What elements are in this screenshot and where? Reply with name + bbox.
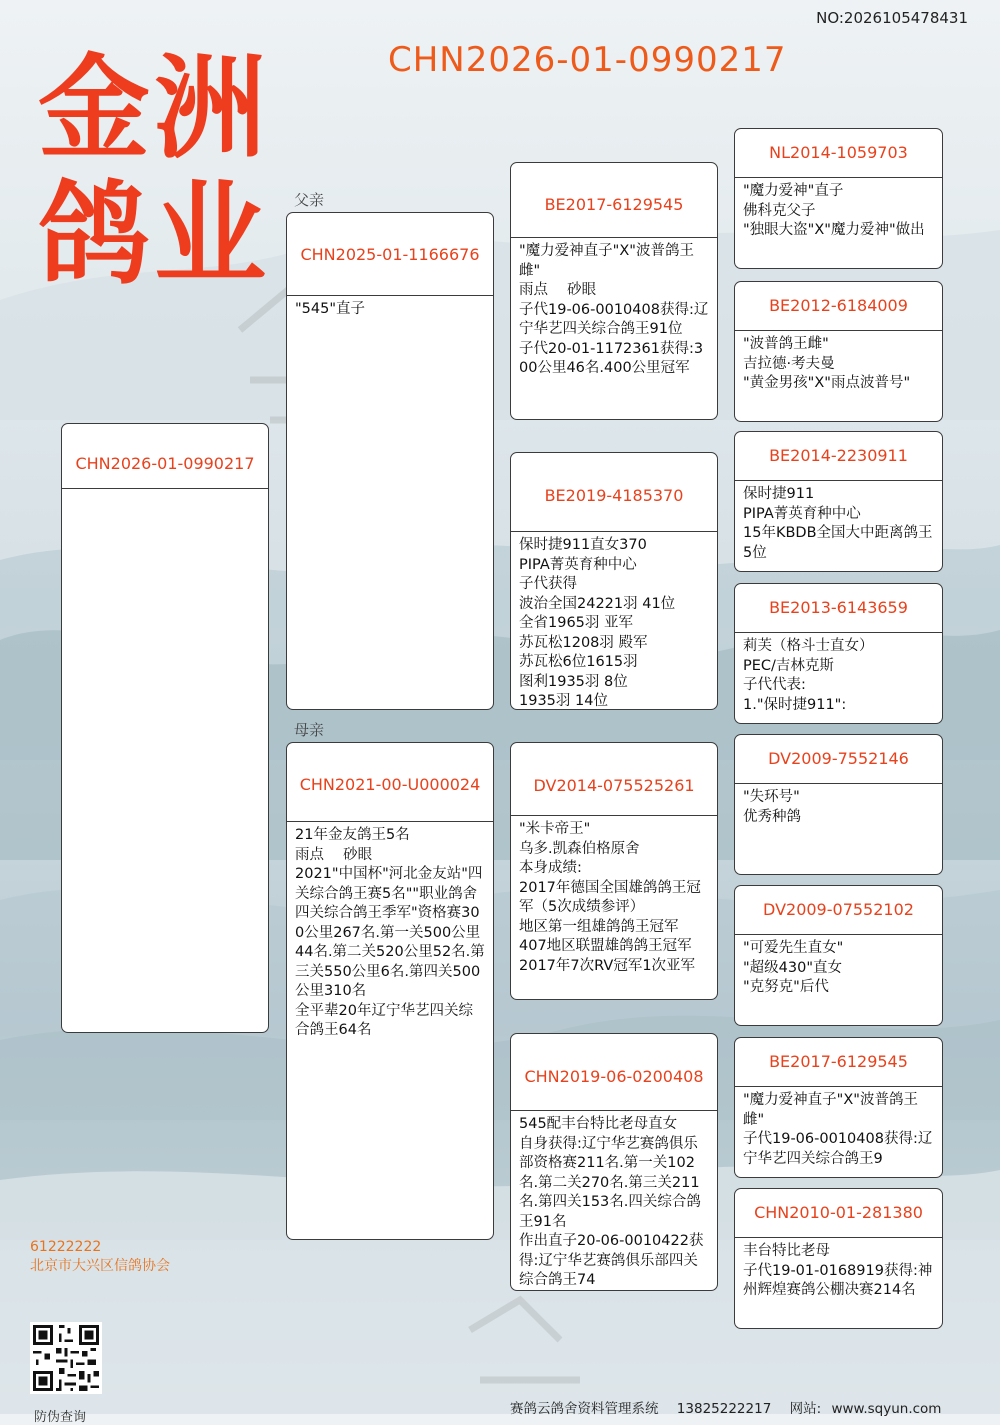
note-line: 2017年7次RV冠军1次亚军 bbox=[519, 957, 696, 974]
subject-notes bbox=[62, 489, 268, 493]
footer-site-label: 网站: bbox=[789, 1401, 822, 1417]
mm-notes bbox=[511, 1111, 717, 1291]
note-line: "黄金男孩"X"雨点波普号" bbox=[743, 375, 911, 391]
note-line: 子代代表: bbox=[743, 677, 806, 693]
association-phone: 61222222 bbox=[30, 1239, 102, 1255]
note-line: 全省1965羽 亚军 bbox=[519, 615, 634, 631]
document-number: NO:2026105478431 bbox=[816, 9, 968, 27]
note-line: "超级430"直女 bbox=[743, 959, 843, 976]
gen4-ring: CHN2010-01-281380 bbox=[735, 1189, 942, 1238]
note-line: 优秀种鸽 bbox=[743, 808, 801, 825]
father-card[interactable] bbox=[286, 212, 494, 710]
gen4-notes bbox=[735, 1238, 942, 1301]
note-line: 地区第一组雄鸽鸽王冠军 bbox=[519, 918, 679, 935]
note-line: 莉芙（格斗士直女） bbox=[743, 638, 874, 654]
qr-caption: 防伪查询 bbox=[34, 1410, 87, 1425]
note-line: 苏瓦松1208羽 殿军 bbox=[519, 634, 648, 651]
gen4-ring: BE2012-6184009 bbox=[735, 282, 942, 331]
footer bbox=[510, 1397, 955, 1417]
gen4-notes bbox=[735, 331, 942, 394]
note-line: 子代获得 bbox=[519, 576, 577, 592]
note-line: PIPA菁英育种中心 bbox=[519, 556, 637, 573]
note-line: 雨点 砂眼 bbox=[295, 846, 373, 863]
note-line: 2021"中国杯"河北金友站"四关综合鸽王赛5名""职业鸽舍四关综合鸽王季军"资格赛300公里267名.第一关500公里44名.第二关520公里52名.第三关550公里6名.第四关500公里310名 bbox=[295, 866, 485, 999]
fm-ring: BE2019-4185370 bbox=[511, 453, 717, 532]
mf-notes bbox=[511, 816, 717, 976]
note-line: 子代20-01-1172361获得:300公里46名.400公里冠军 bbox=[519, 340, 704, 376]
mf-card[interactable] bbox=[510, 742, 718, 1000]
note-line: 苏瓦松6位1615羽 bbox=[519, 654, 638, 670]
footer-phone: 13825222217 bbox=[676, 1401, 772, 1417]
note-line: 保时捷911直女370 bbox=[519, 537, 647, 553]
note-line: "魔力爱神直子"X"波普鸽王雌" bbox=[519, 243, 694, 279]
father-notes bbox=[287, 296, 493, 320]
father-label: 父亲 bbox=[294, 191, 325, 209]
gen4-card-1[interactable] bbox=[734, 128, 943, 269]
note-line: "魔力爱神"直子 bbox=[743, 183, 844, 199]
mm-ring: CHN2019-06-0200408 bbox=[511, 1034, 717, 1111]
note-line: 作出直子20-06-0010422获得:辽宁华艺赛鸽俱乐部四关综合鸽王74 bbox=[519, 1233, 704, 1288]
mother-notes bbox=[287, 822, 493, 1041]
gen4-notes bbox=[735, 633, 942, 715]
note-line: 1935羽 14位 bbox=[519, 693, 608, 709]
mother-card[interactable] bbox=[286, 742, 494, 1240]
note-line: 407地区联盟雄鸽鸽王冠军 bbox=[519, 938, 692, 954]
note-line: PEC/吉林克斯 bbox=[743, 657, 834, 674]
note-line: "独眼大盗"X"魔力爱神"做出 bbox=[743, 222, 925, 238]
fm-notes bbox=[511, 532, 717, 710]
note-line: "克努克"后代 bbox=[743, 979, 829, 995]
note-line: 丰台特比老母 bbox=[743, 1243, 830, 1259]
note-line: 545配丰台特比老母直女 bbox=[519, 1116, 678, 1132]
association-name: 北京市大兴区信鸽协会 bbox=[30, 1258, 170, 1274]
note-line: "可爱先生直女" bbox=[743, 940, 844, 956]
note-line: 本身成绩: bbox=[519, 860, 582, 876]
gen4-ring: DV2009-07552102 bbox=[735, 886, 942, 935]
association-info bbox=[30, 1238, 170, 1276]
gen4-ring: BE2017-6129545 bbox=[735, 1038, 942, 1087]
mother-label: 母亲 bbox=[294, 721, 325, 739]
note-line: PIPA菁英育种中心 bbox=[743, 505, 861, 522]
ff-ring: BE2017-6129545 bbox=[511, 163, 717, 238]
brand-logo bbox=[38, 46, 278, 298]
main-ring-number: CHN2026-01-0990217 bbox=[388, 40, 787, 80]
note-line: "545"直子 bbox=[295, 301, 366, 317]
mm-card[interactable] bbox=[510, 1033, 718, 1291]
note-line: 15年KBDB全国大中距离鸽王5位 bbox=[743, 525, 933, 561]
gen4-ring: NL2014-1059703 bbox=[735, 129, 942, 178]
note-line: "魔力爱神直子"X"波普鸽王雌" bbox=[743, 1092, 918, 1128]
note-line: 子代19-06-0010408获得:辽宁华艺四关综合鸽王9 bbox=[743, 1131, 933, 1167]
subject-ring: CHN2026-01-0990217 bbox=[62, 424, 268, 489]
gen4-card-6[interactable] bbox=[734, 885, 943, 1026]
ff-notes bbox=[511, 238, 717, 379]
gen4-ring: DV2009-7552146 bbox=[735, 735, 942, 784]
note-line: 波治全国24221羽 41位 bbox=[519, 595, 676, 612]
mother-ring: CHN2021-00-U000024 bbox=[287, 743, 493, 822]
gen4-card-5[interactable] bbox=[734, 734, 943, 875]
note-line: 2017年德国全国雄鸽鸽王冠军（5次成绩参评） bbox=[519, 879, 701, 915]
gen4-notes bbox=[735, 178, 942, 241]
subject-card[interactable] bbox=[61, 423, 269, 1033]
gen4-card-2[interactable] bbox=[734, 281, 943, 422]
father-ring: CHN2025-01-1166676 bbox=[287, 213, 493, 296]
gen4-notes bbox=[735, 784, 942, 827]
gen4-ring: BE2013-6143659 bbox=[735, 584, 942, 633]
note-line: 子代19-01-0168919获得:神州辉煌赛鸽公棚决赛214名 bbox=[743, 1262, 933, 1298]
note-line: 雨点 砂眼 bbox=[519, 282, 597, 298]
logo-line-1: 金洲 bbox=[38, 44, 270, 174]
note-line: 自身获得:辽宁华艺赛鸽俱乐部资格赛211名.第一关102名.第二关270名.第三关211名.第四关153名.四关综合鸽王91名 bbox=[519, 1135, 701, 1230]
qr-code-icon[interactable] bbox=[30, 1322, 102, 1394]
note-line: 子代19-06-0010408获得:辽宁华艺四关综合鸽王91位 bbox=[519, 301, 709, 337]
gen4-notes bbox=[735, 481, 942, 563]
gen4-card-7[interactable] bbox=[734, 1037, 943, 1178]
note-line: 21年金友鸽王5名 bbox=[295, 827, 410, 843]
note-line: 1."保时捷911": bbox=[743, 696, 847, 713]
footer-system: 赛鸽云鸽舍资料管理系统 bbox=[510, 1401, 659, 1417]
note-line: "失环号" bbox=[743, 789, 800, 805]
gen4-notes bbox=[735, 1087, 942, 1169]
gen4-card-4[interactable] bbox=[734, 583, 943, 724]
note-line: "米卡帝王" bbox=[519, 821, 591, 837]
gen4-ring: BE2014-2230911 bbox=[735, 432, 942, 481]
note-line: 乌多.凯森伯格原舍 bbox=[519, 840, 640, 857]
note-line: 保时捷911 bbox=[743, 486, 815, 502]
note-line: 佛科克父子 bbox=[743, 202, 816, 219]
fm-card[interactable] bbox=[510, 452, 718, 710]
note-line: 全平辈20年辽宁华艺四关综合鸽王64名 bbox=[295, 1002, 473, 1038]
gen4-card-8[interactable] bbox=[734, 1188, 943, 1329]
note-line: 吉拉德·考夫曼 bbox=[743, 355, 835, 372]
note-line: 图利1935羽 8位 bbox=[519, 673, 628, 690]
gen4-notes bbox=[735, 935, 942, 998]
mf-ring: DV2014-075525261 bbox=[511, 743, 717, 816]
footer-site-link[interactable]: www.sqyun.com bbox=[831, 1401, 942, 1417]
gen4-card-3[interactable] bbox=[734, 431, 943, 572]
ff-card[interactable] bbox=[510, 162, 718, 420]
note-line: "波普鸽王雌" bbox=[743, 336, 829, 352]
logo-line-2: 鸽业 bbox=[38, 170, 270, 300]
